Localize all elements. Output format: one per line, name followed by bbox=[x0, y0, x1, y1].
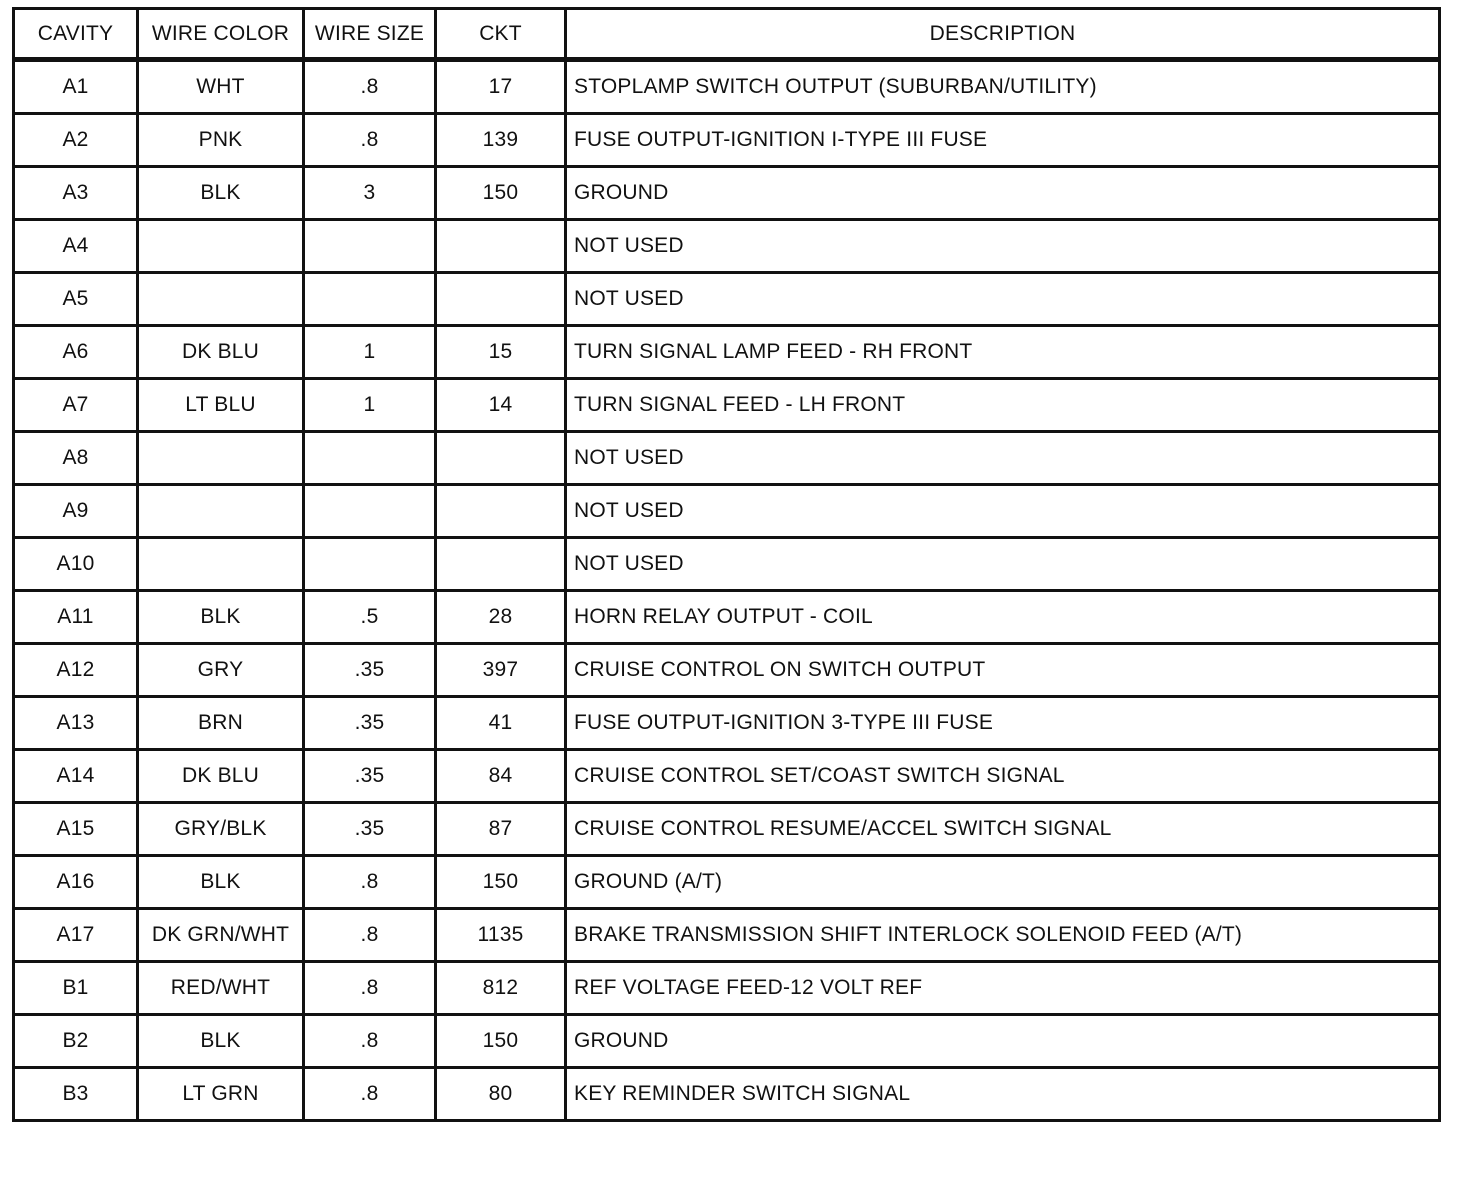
cell-description: BRAKE TRANSMISSION SHIFT INTERLOCK SOLENOID FEED (A/T) bbox=[566, 909, 1440, 962]
table-row bbox=[14, 856, 1440, 909]
cell-wire-size bbox=[304, 485, 436, 538]
cell-wire-size bbox=[304, 220, 436, 273]
cell-ckt: 150 bbox=[436, 1015, 566, 1068]
table-row bbox=[14, 591, 1440, 644]
cell-wire-color bbox=[138, 538, 304, 591]
cell-description: NOT USED bbox=[566, 220, 1440, 273]
cell-wire-size: .35 bbox=[304, 803, 436, 856]
cell-ckt: 14 bbox=[436, 379, 566, 432]
table-row bbox=[14, 326, 1440, 379]
table-row bbox=[14, 60, 1440, 114]
cell-wire-size: .8 bbox=[304, 909, 436, 962]
table-row bbox=[14, 485, 1440, 538]
cell-cavity: A5 bbox=[14, 273, 138, 326]
cell-cavity: A7 bbox=[14, 379, 138, 432]
cell-wire-color: WHT bbox=[138, 60, 304, 114]
cell-ckt: 80 bbox=[436, 1068, 566, 1121]
cell-wire-size: 3 bbox=[304, 167, 436, 220]
cell-wire-size bbox=[304, 432, 436, 485]
cell-ckt: 28 bbox=[436, 591, 566, 644]
cell-description: KEY REMINDER SWITCH SIGNAL bbox=[566, 1068, 1440, 1121]
cell-description: NOT USED bbox=[566, 432, 1440, 485]
cell-wire-color bbox=[138, 220, 304, 273]
cell-ckt: 41 bbox=[436, 697, 566, 750]
table-row bbox=[14, 1068, 1440, 1121]
cell-ckt: 1135 bbox=[436, 909, 566, 962]
cell-wire-color: DK GRN/WHT bbox=[138, 909, 304, 962]
cell-wire-color: DK BLU bbox=[138, 750, 304, 803]
table-row bbox=[14, 379, 1440, 432]
cell-wire-size: 1 bbox=[304, 326, 436, 379]
cell-ckt bbox=[436, 538, 566, 591]
cell-cavity: A9 bbox=[14, 485, 138, 538]
cell-description: STOPLAMP SWITCH OUTPUT (SUBURBAN/UTILITY) bbox=[566, 60, 1440, 114]
cell-ckt bbox=[436, 485, 566, 538]
cell-wire-color: BLK bbox=[138, 1015, 304, 1068]
cell-description: CRUISE CONTROL RESUME/ACCEL SWITCH SIGNAL bbox=[566, 803, 1440, 856]
cell-wire-color: GRY bbox=[138, 644, 304, 697]
cell-cavity: A4 bbox=[14, 220, 138, 273]
table-row bbox=[14, 432, 1440, 485]
header-cavity: CAVITY bbox=[14, 9, 138, 60]
connector-pinout-table bbox=[12, 7, 1441, 1122]
cell-cavity: A13 bbox=[14, 697, 138, 750]
cell-ckt: 150 bbox=[436, 856, 566, 909]
cell-wire-size: .35 bbox=[304, 644, 436, 697]
connector-pinout-sheet bbox=[12, 7, 1438, 1122]
cell-wire-size: .8 bbox=[304, 962, 436, 1015]
cell-description: NOT USED bbox=[566, 485, 1440, 538]
cell-wire-color: RED/WHT bbox=[138, 962, 304, 1015]
cell-cavity: A11 bbox=[14, 591, 138, 644]
cell-description: TURN SIGNAL FEED - LH FRONT bbox=[566, 379, 1440, 432]
cell-description: FUSE OUTPUT-IGNITION I-TYPE III FUSE bbox=[566, 114, 1440, 167]
cell-cavity: A17 bbox=[14, 909, 138, 962]
cell-wire-size: .35 bbox=[304, 697, 436, 750]
cell-wire-color: BLK bbox=[138, 591, 304, 644]
cell-ckt bbox=[436, 432, 566, 485]
cell-cavity: A6 bbox=[14, 326, 138, 379]
cell-cavity: B1 bbox=[14, 962, 138, 1015]
cell-description: GROUND bbox=[566, 167, 1440, 220]
cell-wire-size: .5 bbox=[304, 591, 436, 644]
table-row bbox=[14, 167, 1440, 220]
cell-wire-size bbox=[304, 538, 436, 591]
table-row bbox=[14, 538, 1440, 591]
cell-cavity: A15 bbox=[14, 803, 138, 856]
cell-ckt: 139 bbox=[436, 114, 566, 167]
header-wire-size: WIRE SIZE bbox=[304, 9, 436, 60]
cell-wire-color bbox=[138, 432, 304, 485]
cell-cavity: B2 bbox=[14, 1015, 138, 1068]
cell-cavity: A16 bbox=[14, 856, 138, 909]
table-row bbox=[14, 114, 1440, 167]
table-row bbox=[14, 1015, 1440, 1068]
cell-description: FUSE OUTPUT-IGNITION 3-TYPE III FUSE bbox=[566, 697, 1440, 750]
cell-wire-color: PNK bbox=[138, 114, 304, 167]
cell-cavity: A3 bbox=[14, 167, 138, 220]
cell-cavity: B3 bbox=[14, 1068, 138, 1121]
cell-cavity: A14 bbox=[14, 750, 138, 803]
cell-ckt: 17 bbox=[436, 60, 566, 114]
cell-description: HORN RELAY OUTPUT - COIL bbox=[566, 591, 1440, 644]
cell-description: CRUISE CONTROL ON SWITCH OUTPUT bbox=[566, 644, 1440, 697]
table-row bbox=[14, 909, 1440, 962]
cell-wire-size: .8 bbox=[304, 856, 436, 909]
cell-description: GROUND (A/T) bbox=[566, 856, 1440, 909]
table-row bbox=[14, 273, 1440, 326]
header-ckt: CKT bbox=[436, 9, 566, 60]
cell-cavity: A2 bbox=[14, 114, 138, 167]
cell-wire-size: 1 bbox=[304, 379, 436, 432]
cell-wire-color: BRN bbox=[138, 697, 304, 750]
cell-description: CRUISE CONTROL SET/COAST SWITCH SIGNAL bbox=[566, 750, 1440, 803]
header-wire-color: WIRE COLOR bbox=[138, 9, 304, 60]
cell-cavity: A10 bbox=[14, 538, 138, 591]
table-row bbox=[14, 750, 1440, 803]
cell-ckt: 397 bbox=[436, 644, 566, 697]
table-row bbox=[14, 644, 1440, 697]
cell-wire-color: BLK bbox=[138, 167, 304, 220]
cell-ckt: 812 bbox=[436, 962, 566, 1015]
cell-wire-size: .8 bbox=[304, 60, 436, 114]
table-header-row bbox=[14, 9, 1440, 60]
cell-wire-color bbox=[138, 485, 304, 538]
cell-wire-color: BLK bbox=[138, 856, 304, 909]
cell-wire-color: LT BLU bbox=[138, 379, 304, 432]
cell-ckt: 84 bbox=[436, 750, 566, 803]
cell-wire-color: GRY/BLK bbox=[138, 803, 304, 856]
header-description: DESCRIPTION bbox=[566, 9, 1440, 60]
cell-wire-size: .35 bbox=[304, 750, 436, 803]
cell-wire-color: LT GRN bbox=[138, 1068, 304, 1121]
table-row bbox=[14, 697, 1440, 750]
cell-ckt: 150 bbox=[436, 167, 566, 220]
cell-wire-size bbox=[304, 273, 436, 326]
cell-description: NOT USED bbox=[566, 538, 1440, 591]
table-row bbox=[14, 803, 1440, 856]
cell-ckt bbox=[436, 220, 566, 273]
cell-ckt: 87 bbox=[436, 803, 566, 856]
cell-wire-color: DK BLU bbox=[138, 326, 304, 379]
cell-wire-size: .8 bbox=[304, 114, 436, 167]
table-row bbox=[14, 220, 1440, 273]
cell-cavity: A1 bbox=[14, 60, 138, 114]
table-row bbox=[14, 962, 1440, 1015]
cell-description: REF VOLTAGE FEED-12 VOLT REF bbox=[566, 962, 1440, 1015]
cell-description: GROUND bbox=[566, 1015, 1440, 1068]
cell-description: TURN SIGNAL LAMP FEED - RH FRONT bbox=[566, 326, 1440, 379]
cell-description: NOT USED bbox=[566, 273, 1440, 326]
cell-cavity: A12 bbox=[14, 644, 138, 697]
cell-wire-size: .8 bbox=[304, 1015, 436, 1068]
cell-ckt: 15 bbox=[436, 326, 566, 379]
cell-cavity: A8 bbox=[14, 432, 138, 485]
cell-ckt bbox=[436, 273, 566, 326]
cell-wire-color bbox=[138, 273, 304, 326]
cell-wire-size: .8 bbox=[304, 1068, 436, 1121]
